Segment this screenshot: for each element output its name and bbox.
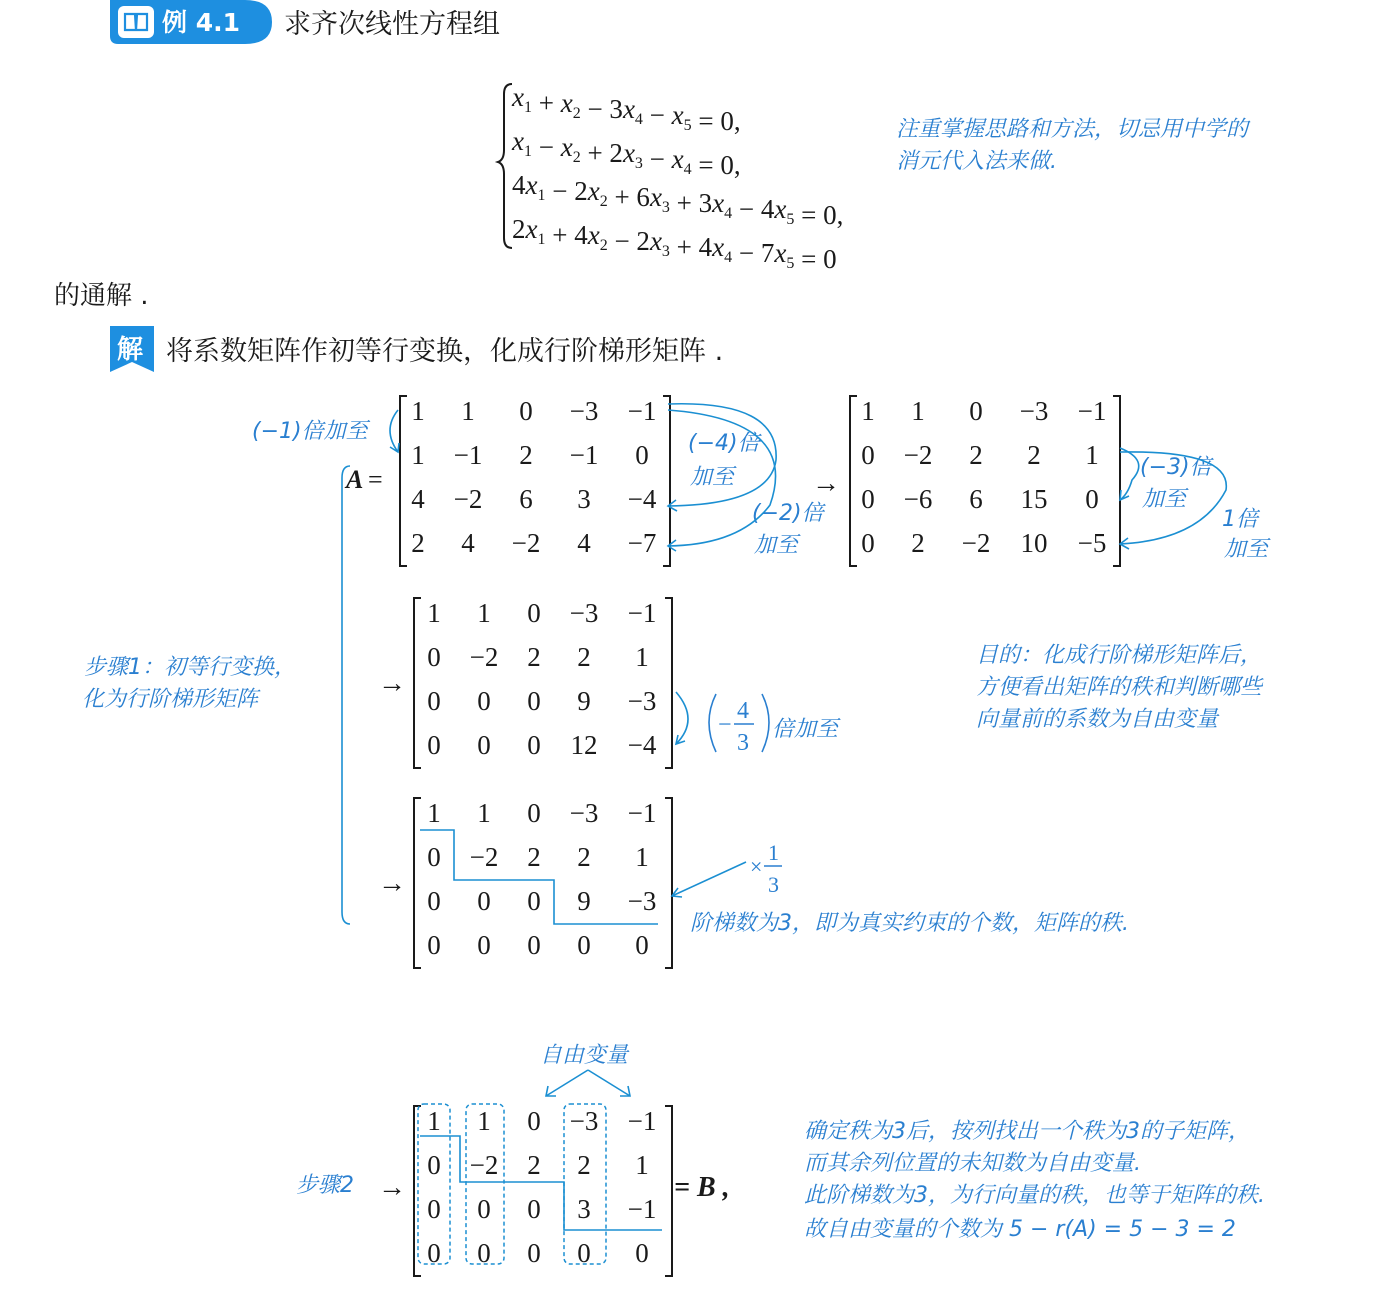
matrix-cell: 10 [1020,528,1048,558]
frac-den: 3 [737,730,749,756]
free-var-arrow-left [546,1070,588,1096]
matrix-cell: −5 [1077,528,1107,558]
annot-one-b: 加至 [1224,537,1269,562]
problem-title: 求齐次线性方程组 [284,9,500,40]
matrix-cell: 0 [527,730,541,760]
matrix-cell: 0 [635,930,649,960]
matrix-cell: −3 [1019,396,1049,426]
matrix-B-label: = B , [674,1172,730,1203]
rank-note-3: 此阶梯数为3，为行向量的秩，也等于矩阵的秩. [804,1183,1265,1208]
matrix-cell: 2 [969,440,983,470]
solution-badge-label: 解 [117,335,144,365]
purpose-line-2: 方便看出矩阵的秩和判断哪些 [976,675,1263,700]
matrix-cell: 0 [527,886,541,916]
matrix-cell: 4 [577,528,591,558]
note-method-line-2: 消元代入法来做. [896,149,1057,174]
matrix-cell: −2 [469,842,499,872]
matrix-cell: 1 [1085,440,1099,470]
times-sign: × [750,854,763,879]
annot-neg4-b: 加至 [690,465,735,490]
staircase-B [420,1136,662,1230]
matrix-cell: 0 [427,686,441,716]
matrix-cell: 1 [911,396,925,426]
matrix-cell: −1 [569,440,599,470]
matrix-cell: 2 [527,1150,541,1180]
example-badge [110,0,272,44]
matrix-cell: 0 [477,1194,491,1224]
matrix-cell: 0 [427,842,441,872]
matrix-cell: −3 [627,886,657,916]
matrix-cell: 0 [577,930,591,960]
times-third [750,840,782,897]
frac-minus: − [718,712,732,738]
annot-neg1: (−1)倍加至 [252,419,368,444]
step1-line-2: 化为行阶梯形矩阵 [82,687,259,712]
matrix-cell: 1 [461,396,475,426]
note-method-line-1: 注重掌握思路和方法，切忌用中学的 [896,117,1249,142]
matrix-cell: 2 [527,842,541,872]
matrix-cell: −3 [569,598,599,628]
matrix-A-equals: = [368,465,383,494]
matrix-cell: 4 [411,484,425,514]
matrix-cell: 0 [427,1194,441,1224]
matrix-cell: −1 [627,798,657,828]
matrix-cell: 1 [635,642,649,672]
matrix-cell: 15 [1020,484,1048,514]
rank-note-2: 而其余列位置的未知数为自由变量. [804,1151,1141,1176]
arrow-4: → [378,1172,406,1203]
matrix-cell: 1 [427,798,441,828]
equation-brace [498,84,512,248]
general-solution-text: 的通解 . [54,281,149,311]
matrix-cell: −3 [569,1106,599,1136]
step1-line-1: 步骤1：初等行变换， [84,655,296,680]
matrix-cell: 0 [427,1150,441,1180]
purpose-line-1: 目的：化成行阶梯形矩阵后， [976,643,1263,668]
matrix-cell: 1 [635,842,649,872]
annot-frac-tail: 倍加至 [772,717,839,742]
purpose-line-3: 向量前的系数为自由变量 [976,707,1219,732]
equation-system [511,82,843,274]
matrix-cell: 1 [427,598,441,628]
matrix-cell: 6 [519,484,533,514]
matrix-cell: 1 [427,1106,441,1136]
annot-neg3-a: (−3)倍 [1140,455,1212,480]
frac-num: 4 [737,698,749,724]
annot-steps3: 阶梯数为3，即为真实约束的个数，矩阵的秩. [690,911,1129,936]
matrix-cell: −6 [903,484,933,514]
matrix-cell: 0 [427,1238,441,1268]
times-num: 1 [768,840,779,865]
matrix-cell: −1 [627,598,657,628]
matrix-cell: 0 [477,886,491,916]
matrix-cell: 0 [635,440,649,470]
open-book-icon [118,6,154,38]
frac-annotation [709,694,769,756]
annot-neg4-a: (−4)倍 [688,431,760,456]
matrix-cell: 0 [477,930,491,960]
annot-neg2-b: 加至 [754,533,799,558]
matrix-cell: 0 [427,930,441,960]
matrix-A-label: A [346,465,364,494]
matrix-cell: −3 [627,686,657,716]
matrix-cell: 12 [570,730,598,760]
arrow-1: → [812,468,840,499]
equation-row: $x_1 - x_2 + 2x_3 - x_4 = 0$, [512,126,741,180]
matrix-cell: −2 [453,484,483,514]
solution-text: 将系数矩阵作初等行变换，化成行阶梯形矩阵 . [166,336,724,367]
matrix-cell: −4 [627,484,657,514]
step2-label: 步骤2 [296,1173,354,1198]
matrix-cell: 9 [577,886,591,916]
matrix-cell: 2 [519,440,533,470]
matrix-cell: 2 [911,528,925,558]
free-var-arrow-right [588,1070,630,1096]
matrix-cell: −1 [627,1194,657,1224]
matrix-cell: 0 [969,396,983,426]
matrix-cell: −1 [1077,396,1107,426]
free-vars-label: 自由变量 [540,1043,629,1068]
matrix-cell: −2 [469,642,499,672]
matrix-cell: 0 [861,440,875,470]
matrix-cell: 0 [427,730,441,760]
matrix-cell: −2 [961,528,991,558]
equation-row: $4x_1 - 2x_2 + 6x_3 + 3x_4 - 4x_5 = 0$, [512,170,844,230]
arc-neg3 [1120,448,1139,500]
equation-row: $x_1 + x_2 - 3x_4 - x_5 = 0$, [512,82,741,136]
matrix-cell: −1 [453,440,483,470]
arrow-times [672,862,746,896]
matrix-cell: 1 [411,396,425,426]
matrix-cell: 3 [577,484,591,514]
matrix-cell: 9 [577,686,591,716]
matrix-cell: −1 [627,396,657,426]
matrix-cell: 0 [477,1238,491,1268]
matrix-cell: 0 [577,1238,591,1268]
annot-one-a: 1倍 [1222,507,1258,532]
matrix-cell: 0 [527,1106,541,1136]
matrix-cell: 6 [969,484,983,514]
matrices-group [400,396,1120,1276]
times-den: 3 [768,872,779,897]
matrix-cell: 0 [527,686,541,716]
matrix-cell: 0 [427,886,441,916]
matrix-cell: 0 [861,528,875,558]
annot-neg2-a: (−2)倍 [752,501,824,526]
matrix-cell: 0 [527,1238,541,1268]
matrix-cell: 2 [1027,440,1041,470]
matrix-cell: 1 [635,1150,649,1180]
arc-neg1 [390,410,398,452]
matrix-cell: 1 [477,798,491,828]
matrix-cell: −2 [469,1150,499,1180]
matrix-cell: 4 [461,528,475,558]
equation-row: $2x_1 + 4x_2 - 2x_3 + 4x_4 - 7x_5 = 0$ [512,214,837,274]
matrix-cell: 2 [577,1150,591,1180]
matrix-cell: 0 [477,686,491,716]
matrix-cell: 0 [861,484,875,514]
matrix-cell: 2 [411,528,425,558]
matrix-cell: 3 [577,1194,591,1224]
matrix-cell: 1 [411,440,425,470]
matrix-cell: 2 [577,842,591,872]
matrix-cell: 0 [527,930,541,960]
matrix-cell: 2 [577,642,591,672]
matrix-cell: −4 [627,730,657,760]
rank-note-1: 确定秩为3后，按列找出一个秩为3的子矩阵， [804,1119,1250,1144]
rank-note-4: 故自由变量的个数为 5 − r(A) = 5 − 3 = 2 [804,1217,1236,1242]
matrix-cell: 1 [861,396,875,426]
matrix-cell: −2 [511,528,541,558]
arrow-3: → [378,868,406,899]
matrix-cell: 0 [427,642,441,672]
matrix-cell: 0 [519,396,533,426]
step1-bracket [342,466,350,924]
matrix-cell: 0 [477,730,491,760]
matrix-cell: 0 [1085,484,1099,514]
matrix-cell: −7 [627,528,657,558]
matrix-cell: −3 [569,798,599,828]
matrix-cell: −2 [903,440,933,470]
matrix-cell: 1 [477,1106,491,1136]
solution-badge [110,326,154,372]
badge-label: 例 4.1 [162,8,240,37]
matrix-cell: 0 [527,798,541,828]
matrix-cell: 0 [635,1238,649,1268]
matrix-cell: 2 [527,642,541,672]
matrix-cell: −3 [569,396,599,426]
matrix-cell: 1 [477,598,491,628]
annot-neg3-b: 加至 [1142,487,1187,512]
matrix-cell: −1 [627,1106,657,1136]
matrix-cell: 0 [527,598,541,628]
arrow-2: → [378,668,406,699]
matrix-cell: 0 [527,1194,541,1224]
